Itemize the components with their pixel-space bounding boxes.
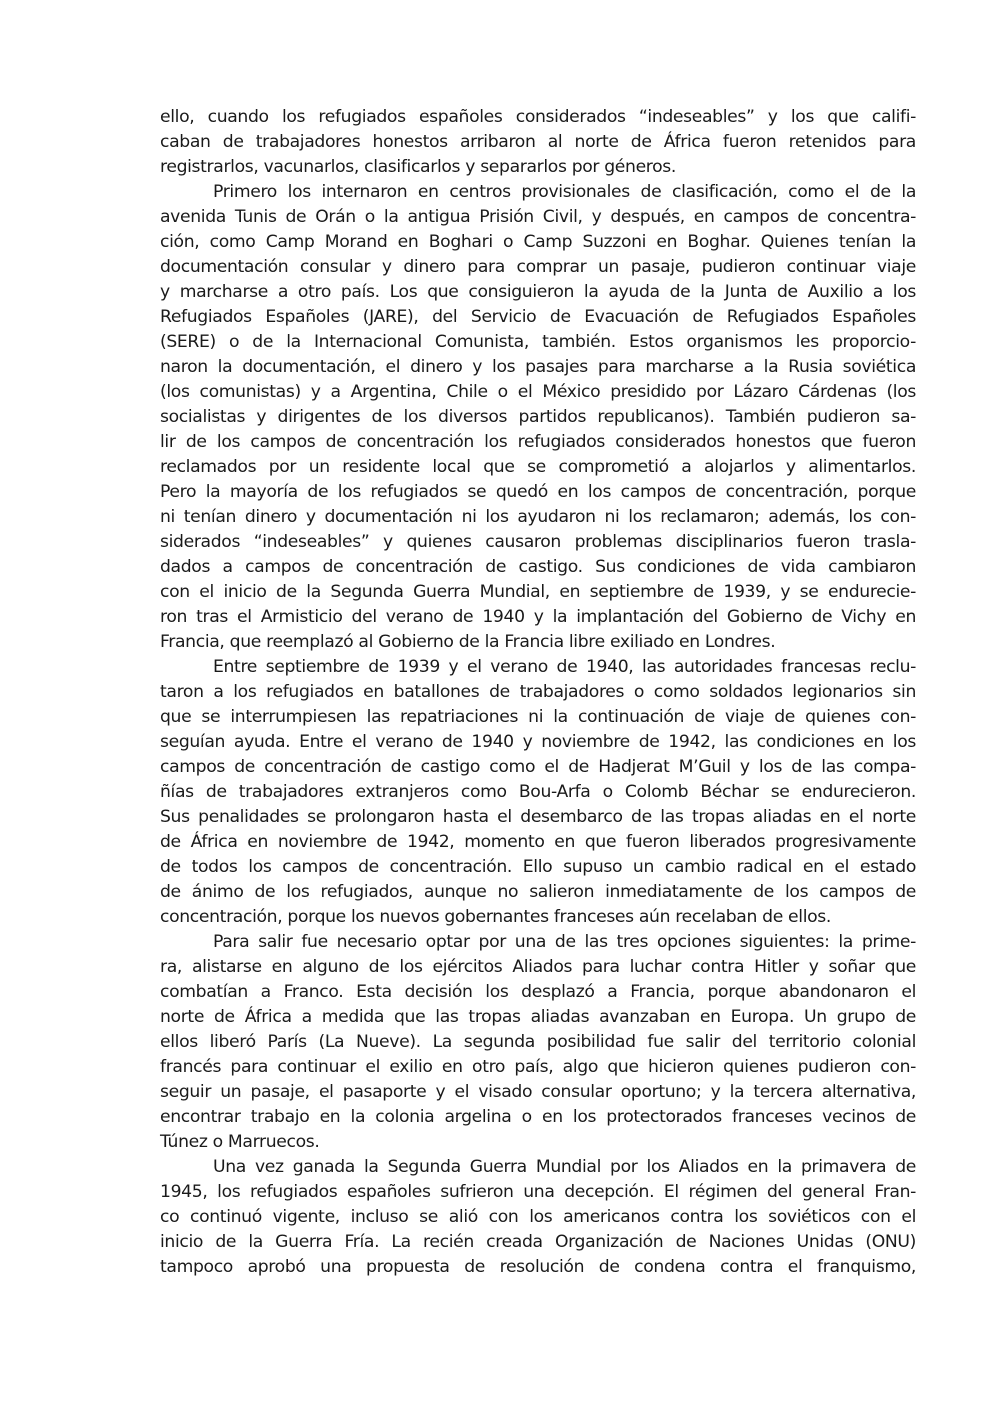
text-line: Pero la mayoría de los refugiados se quedó en los campos de concentración, porque — [160, 482, 916, 502]
text-line: ñías de trabajadores extranjeros como Bou-Arfa o Colomb Béchar se endurecieron. — [160, 782, 916, 802]
text-line: ello, cuando los refugiados españoles considerados “indeseables” y los que califi- — [160, 107, 916, 127]
text-line: norte de África a medida que las tropas aliadas avanzaban en Europa. Un grupo de — [160, 1007, 916, 1027]
text-line: dados a campos de concentración de castigo. Sus condiciones de vida cambiaron — [160, 557, 916, 577]
text-line: 1945, los refugiados españoles sufrieron una decepción. El régimen del general Fran- — [160, 1182, 916, 1202]
text-line: y marcharse a otro país. Los que consiguieron la ayuda de la Junta de Auxilio a los — [160, 282, 916, 302]
paragraph — [160, 655, 916, 930]
text-line: socialistas y dirigentes de los diversos partidos republicanos). También pudieron sa- — [160, 407, 916, 427]
text-line: encontrar trabajo en la colonia argelina o en los protectorados franceses vecinos de — [160, 1107, 916, 1127]
text-line: combatían a Franco. Esta decisión los desplazó a Francia, porque abandonaron el — [160, 982, 916, 1002]
text-line: francés para continuar el exilio en otro país, algo que hicieron quienes pudieron con- — [160, 1057, 916, 1077]
text-line: avenida Tunis de Orán o la antigua Prisión Civil, y después, en campos de concentra- — [160, 207, 916, 227]
paragraph — [160, 930, 916, 1155]
text-line: ra, alistarse en alguno de los ejércitos Aliados para luchar contra Hitler y soñar que — [160, 957, 916, 977]
text-line: ni tenían dinero y documentación ni los ayudaron ni los reclamaron; además, los con- — [160, 507, 916, 527]
text-line: Para salir fue necesario optar por una de las tres opciones siguientes: la prime- — [213, 932, 916, 952]
text-line: (SERE) o de la Internacional Comunista, también. Estos organismos les proporcio- — [160, 332, 916, 352]
document-page — [160, 105, 916, 1280]
text-line: lir de los campos de concentración los refugiados considerados honestos que fueron — [160, 432, 916, 452]
text-line: co continuó vigente, incluso se alió con los americanos contra los soviéticos con el — [160, 1207, 916, 1227]
text-line: Entre septiembre de 1939 y el verano de 1940, las autoridades francesas reclu- — [213, 657, 916, 677]
text-line: campos de concentración de castigo como el de Hadjerat M’Guil y los de las compa- — [160, 757, 916, 777]
text-line: (los comunistas) y a Argentina, Chile o el México presidido por Lázaro Cárdenas (los — [160, 382, 916, 402]
text-line: taron a los refugiados en batallones de trabajadores o como soldados legionarios sin — [160, 682, 916, 702]
text-line: naron la documentación, el dinero y los pasajes para marcharse a la Rusia soviética — [160, 357, 916, 377]
text-line: Primero los internaron en centros provisionales de clasificación, como el de la — [213, 182, 916, 202]
text-line: Túnez o Marruecos. — [160, 1132, 320, 1152]
text-line: Refugiados Españoles (JARE), del Servicio de Evacuación de Refugiados Españoles — [160, 307, 916, 327]
text-line: que se interrumpiesen las repatriaciones ni la continuación de viaje de quienes con- — [160, 707, 916, 727]
paragraph — [160, 1155, 916, 1280]
text-line: de todos los campos de concentración. Ello supuso un cambio radical en el estado — [160, 857, 916, 877]
paragraph — [160, 105, 916, 180]
text-line: registrarlos, vacunarlos, clasificarlos y separarlos por géneros. — [160, 157, 677, 177]
text-line: de África en noviembre de 1942, momento en que fueron liberados progresivamente — [160, 832, 916, 852]
paragraph — [160, 180, 916, 655]
text-line: ción, como Camp Morand en Boghari o Camp Suzzoni en Boghar. Quienes tenían la — [160, 232, 916, 252]
text-line: de ánimo de los refugiados, aunque no salieron inmediatamente de los campos de — [160, 882, 916, 902]
text-line: inicio de la Guerra Fría. La recién creada Organización de Naciones Unidas (ONU) — [160, 1232, 916, 1252]
text-line: seguían ayuda. Entre el verano de 1940 y noviembre de 1942, las condiciones en los — [160, 732, 916, 752]
text-line: documentación consular y dinero para comprar un pasaje, pudieron continuar viaje — [160, 257, 916, 277]
text-line: Francia, que reemplazó al Gobierno de la Francia libre exiliado en Londres. — [160, 632, 776, 652]
text-line: reclamados por un residente local que se comprometió a alojarlos y alimentarlos. — [160, 457, 916, 477]
text-line: concentración, porque los nuevos gobernantes franceses aún recelaban de ellos. — [160, 907, 832, 927]
text-line: con el inicio de la Segunda Guerra Mundial, en septiembre de 1939, y se endurecie- — [160, 582, 916, 602]
text-line: ellos liberó París (La Nueve). La segunda posibilidad fue salir del territorio colonial — [160, 1032, 916, 1052]
text-line: Una vez ganada la Segunda Guerra Mundial por los Aliados en la primavera de — [213, 1157, 916, 1177]
text-line: tampoco aprobó una propuesta de resolución de condena contra el franquismo, — [160, 1257, 916, 1277]
text-line: seguir un pasaje, el pasaporte y el visado consular oportuno; y la tercera alternativa, — [160, 1082, 916, 1102]
text-line: siderados “indeseables” y quienes causaron problemas disciplinarios fueron trasla- — [160, 532, 916, 552]
text-line: Sus penalidades se prolongaron hasta el desembarco de las tropas aliadas en el norte — [160, 807, 916, 827]
text-line: ron tras el Armisticio del verano de 1940 y la implantación del Gobierno de Vichy en — [160, 607, 916, 627]
text-line: caban de trabajadores honestos arribaron al norte de África fueron retenidos para — [160, 132, 916, 152]
body-text — [160, 105, 916, 1280]
